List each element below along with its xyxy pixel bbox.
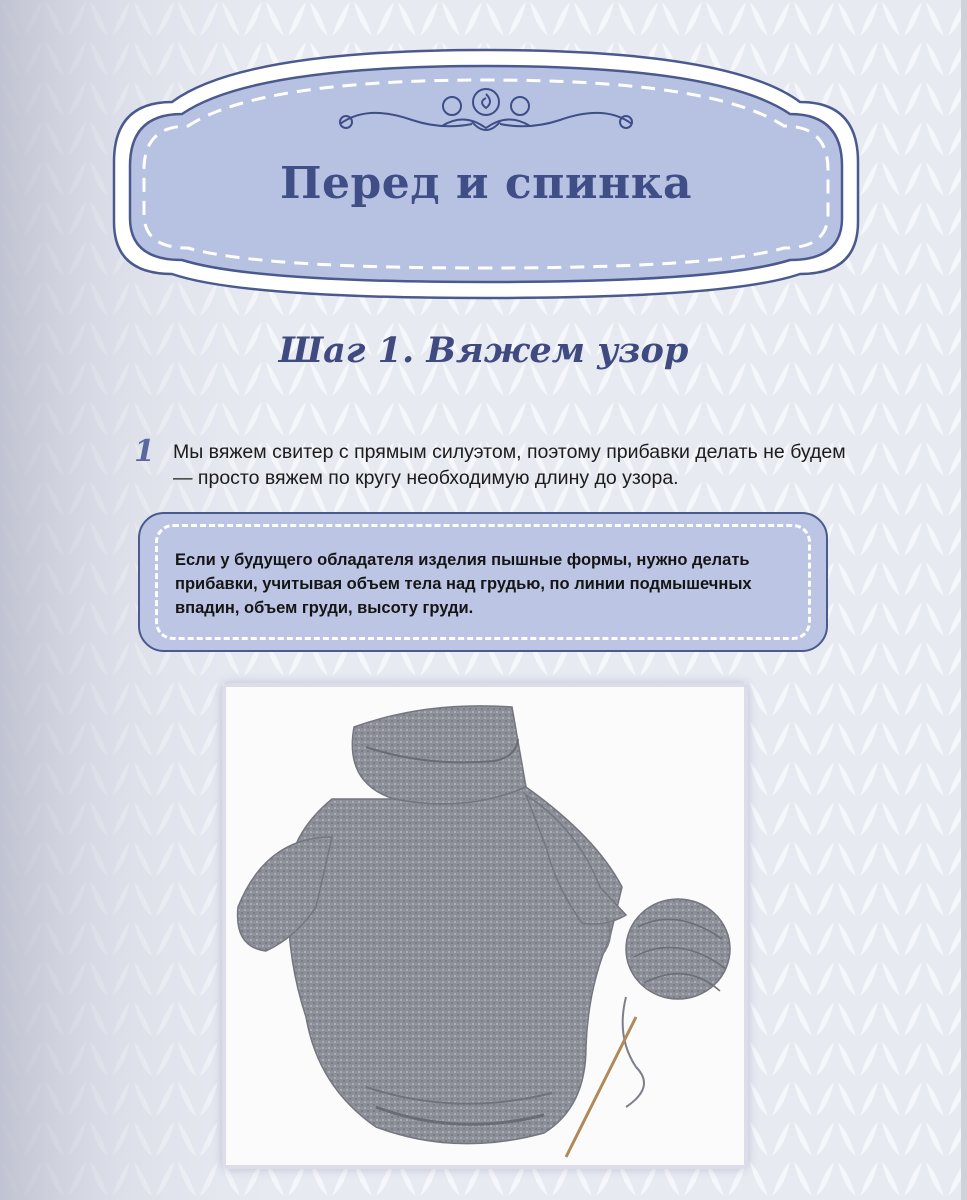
page-edge bbox=[961, 0, 967, 1200]
note-text: Если у будущего обладателя изделия пышные формы, нужно делать прибавки, учитывая объем тела над грудью, по линии подмышечных впадин, объем груди, высоту груди. bbox=[175, 551, 752, 617]
note-box bbox=[138, 512, 828, 652]
step-heading: Шаг 1. Вяжем узор bbox=[278, 330, 689, 371]
photo-frame bbox=[222, 683, 748, 1169]
step-number: 1 bbox=[134, 434, 155, 469]
knitted-sweater-photo bbox=[226, 687, 744, 1165]
step-text: Мы вяжем свитер с прямым силуэтом, поэтому прибавки делать не будем — просто вяжем по кругу необходимую длину до узора. bbox=[173, 441, 846, 489]
page-title: Перед и спинка bbox=[279, 158, 693, 209]
